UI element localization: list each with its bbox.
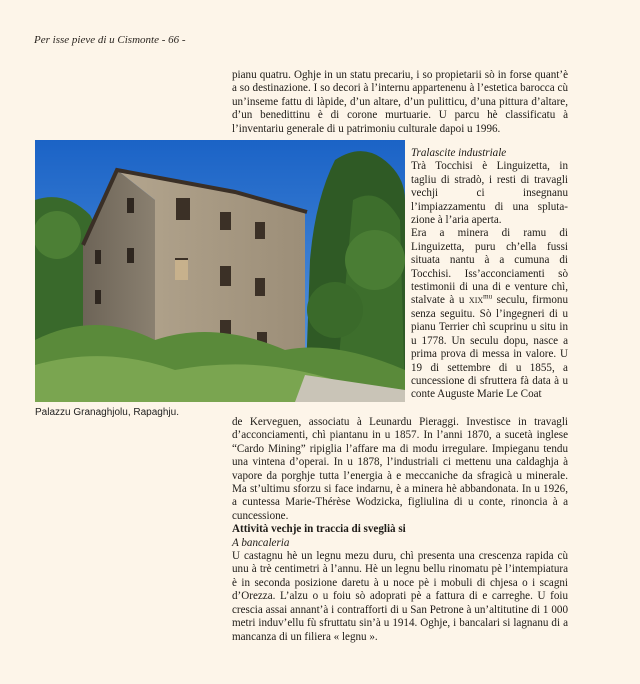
photo-caption: Palazzu Granaghjolu, Rapaghju.	[35, 407, 179, 418]
running-header: Per isse pieve di u Cismonte - 66 -	[34, 34, 186, 46]
side-column	[411, 134, 568, 402]
lower-column	[232, 416, 568, 644]
intro-paragraph	[232, 69, 568, 136]
side-paragraph-1: Trà Tocchisi è Linguizetta, in tagliu di stradò, i resti di travagli vechji ci insegnanu l’impiazzamentu di una spluta-zione à l’aria aperta.	[411, 160, 568, 227]
intro-text: pianu quatru. Oghje in un statu precariu, i so propietarii sò in forse quant’è a so destinazione. I so decori à l’internu appartenenu à l’estetica barocca cù un’inseme fattu di làpide, d’un altare, d’un pulitticu, d’una pittura d’altare, d’un benedittinu è di corone murtuarie. U parcu hè classificatu à l’inventariu generale di u patrimoniu culturale dapoi u 1996.	[232, 69, 568, 135]
side-paragraph-2	[411, 227, 568, 401]
side-paragraph-2-part-b: seculu, firmonu senza seguitu. Sò l’ingegneri di u pianu Terrier chì scuprinu u situ in u 1778. Un seculu dopu, nasce a prima prova di messa in valore. U 19 di settembre di u 1855, a cuncessione di sfruttera fà data à u conte Auguste Marie Le Coat	[411, 294, 568, 401]
lower-paragraph-2: U castagnu hè un legnu mezu duru, chì presenta una crescenza rapida cù unu à trè centimetri à l’annu. Hè un legnu bellu rinomatu pè l’intempiatura è in seconda posizione daretu à u noce pè i mobuli di chjesa o i scagni d’Orezza. L’alzu o u foiu sò adoprati pè a fattura di e carreghe. U foiu crescia assai annant’à i contrafforti di u San Petrone à un’altitutine di 1 000 metri induv’ellu fù sfruttatu sin’à u 1914. Oghje, i bancalari si lagnanu di a mancanza di un filiera « legnu ».	[232, 550, 568, 643]
palazzu-illustration	[35, 140, 405, 402]
section-title: Attività vechje in traccia di sveglià si	[232, 523, 406, 536]
side-paragraph-2-part-a: Era a minera di ramu di Linguizetta, puru ch’ella fussi situata nantu à a cumuna di Tocchisi. Iss’acconciamenti sò testimonii di una di e venture chì, stalvate à u	[411, 227, 568, 307]
subheading-tralascite: Tralascite industriale	[411, 147, 507, 159]
lower-paragraph-1: de Kerveguen, associatu à Leunardu Pieraggi. Investisce in travagli d’acconciamenti, chì piantanu in u 1857. In l’anni 1870, a sucetà inglese “Cardo Mining” ripiglia l’affare ma di modu irregulare. Impieganu tendu una vintena d’operai. In u 1878, l’industriali ci mettenu una caldaghja à vapore da porghje tutta l’energia à e meccaniche da sfragicà u minerale. Ma st’ultimu sforzu si face indarnu, è a minera hè abbandonata. In u 1926, a cuntessa Marie-Thérèse Wodzicka, figliulina di u conte, rinoncia à a cuncessione.	[232, 416, 568, 522]
century-suffix: mu	[483, 292, 493, 301]
section-subtitle: A bancaleria	[232, 536, 290, 549]
building-photo	[35, 140, 405, 402]
century-numeral: xix	[468, 294, 484, 307]
